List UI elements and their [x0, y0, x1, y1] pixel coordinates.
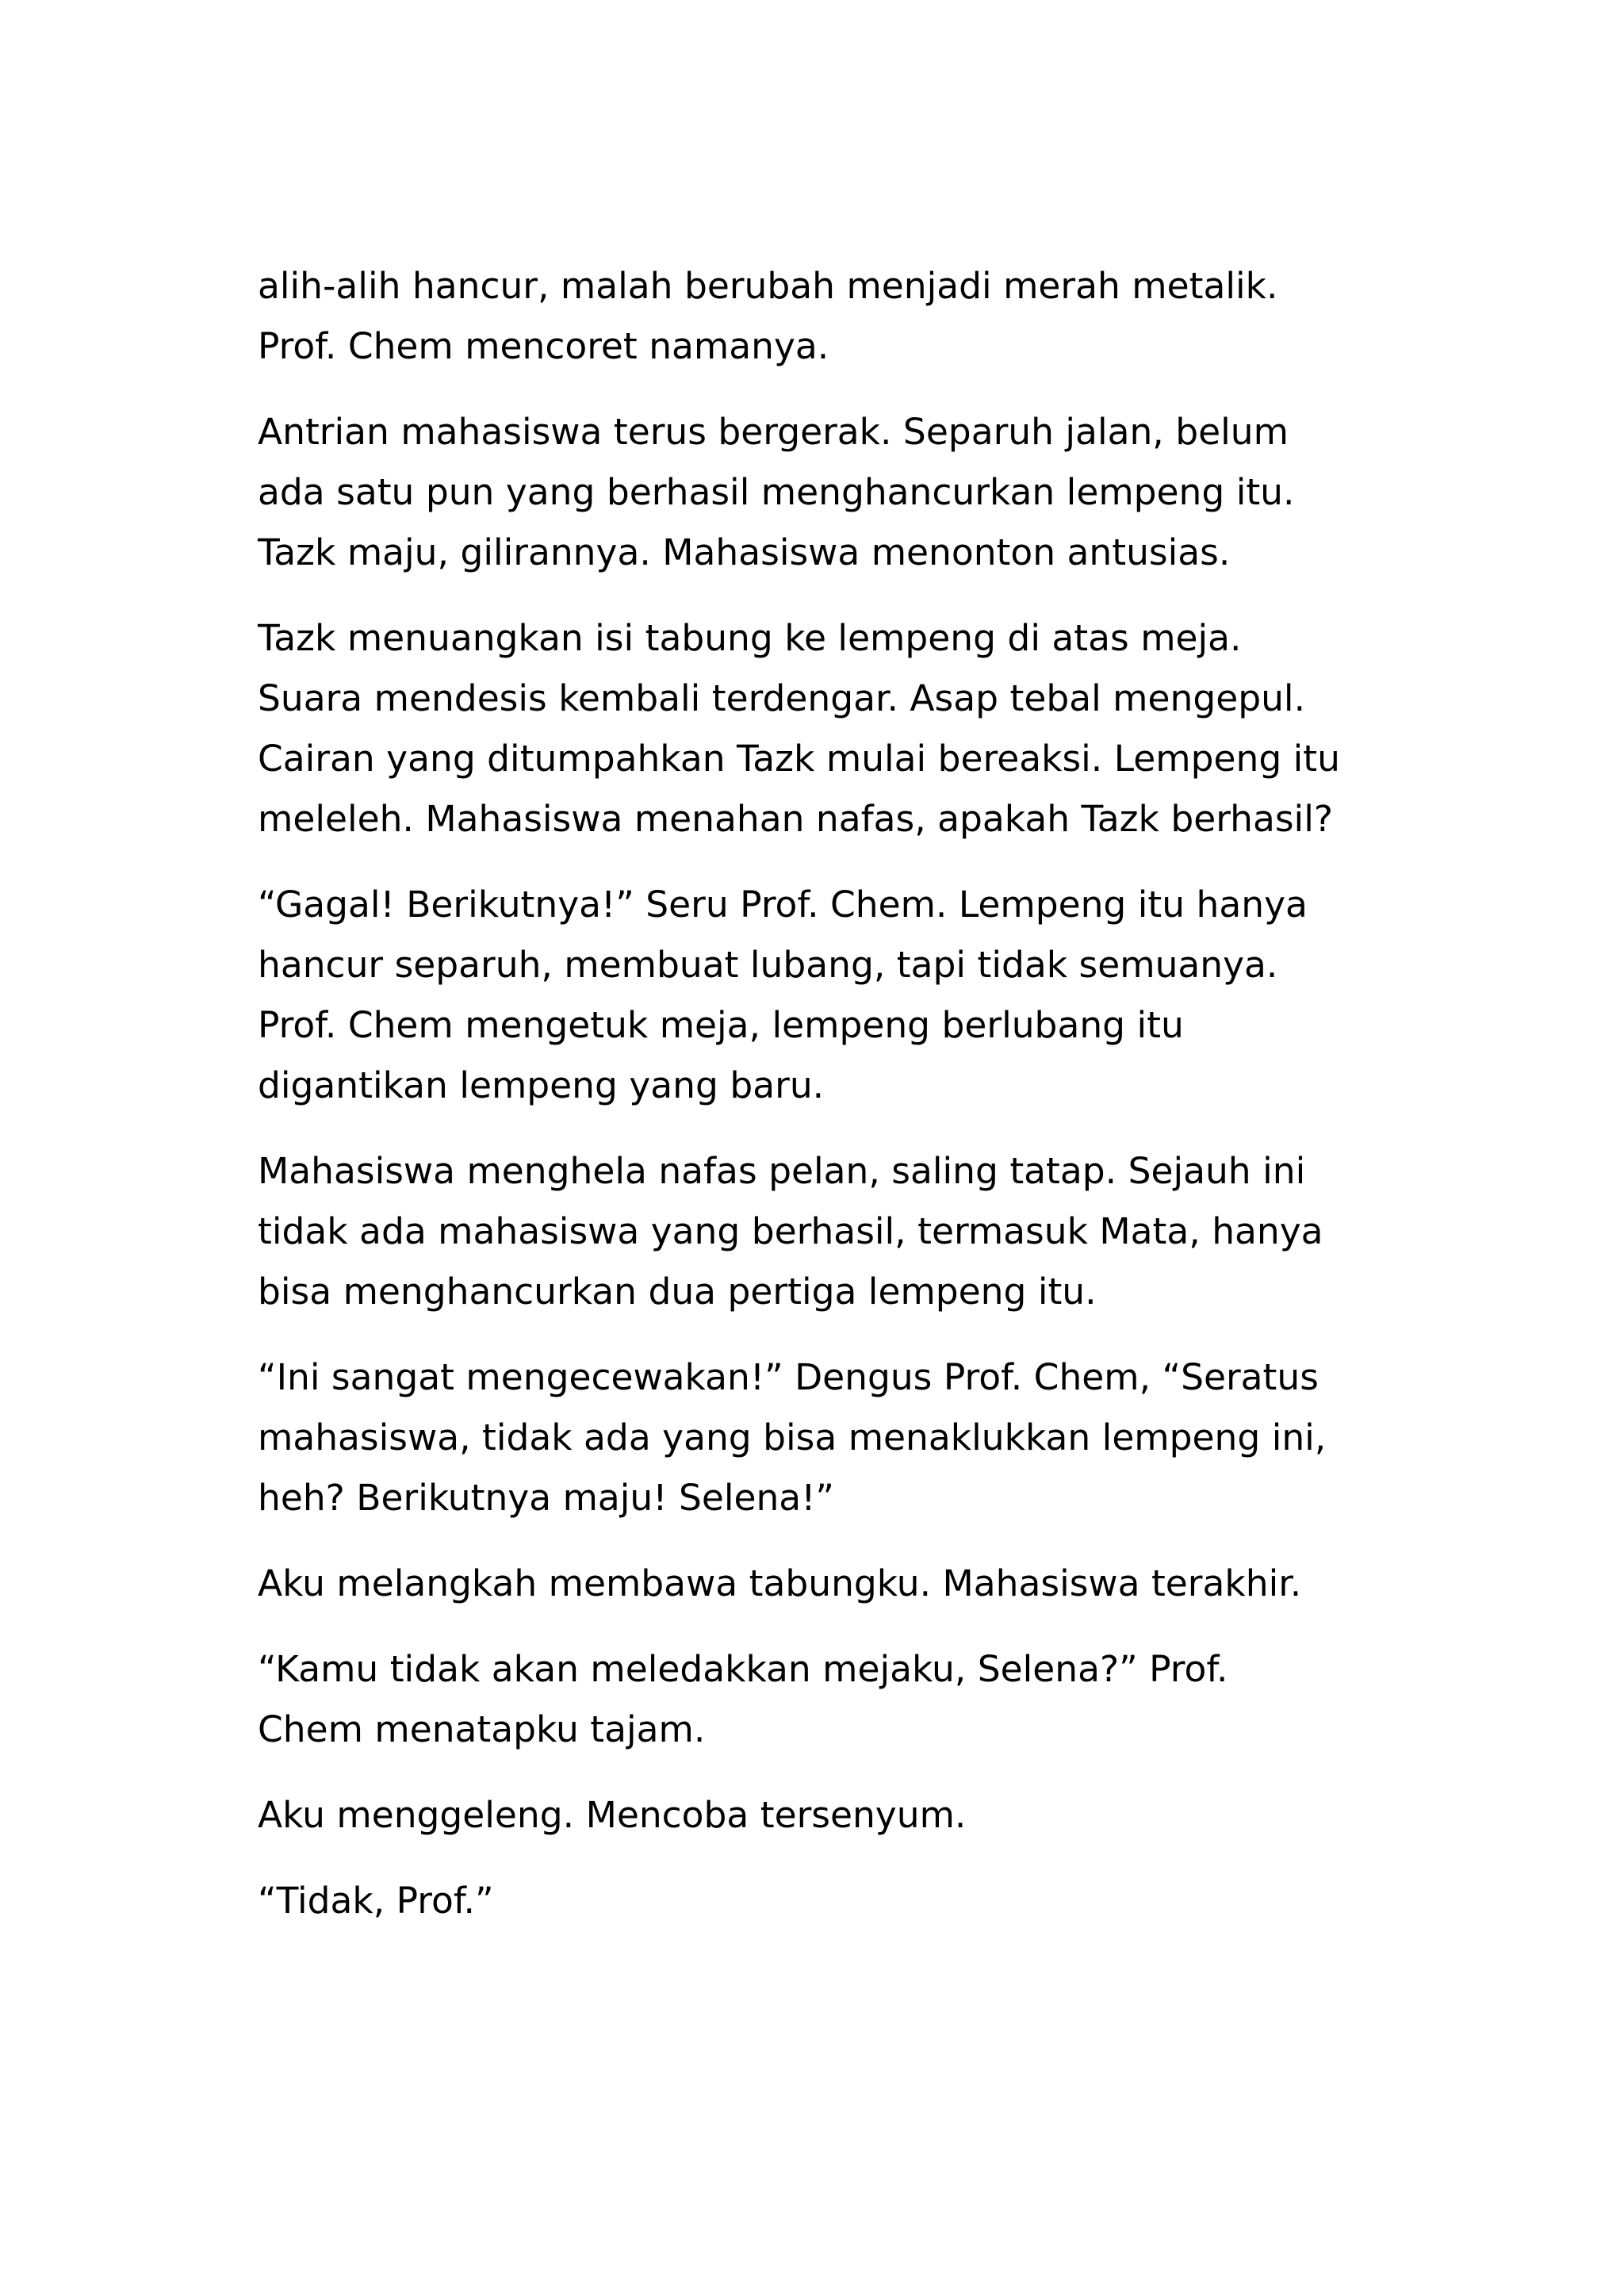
text-line: Tazk menuangkan isi tabung ke lempeng di atas meja. — [258, 617, 1242, 659]
text-line: “Tidak, Prof.” — [258, 1880, 494, 1922]
text-line: “Ini sangat mengecewakan!” Dengus Prof. Chem, “Seratus — [258, 1356, 1319, 1398]
text-line: “Kamu tidak akan meledakkan mejaku, Selena?” Prof. — [258, 1648, 1228, 1690]
paragraph — [258, 402, 1408, 583]
paragraph — [258, 256, 1408, 377]
paragraph — [258, 875, 1408, 1116]
text-line: “Gagal! Berikutnya!” Seru Prof. Chem. Lempeng itu hanya — [258, 884, 1308, 926]
text-line: Aku menggeleng. Mencoba tersenyum. — [258, 1794, 967, 1836]
paragraph — [258, 1347, 1408, 1528]
paragraph — [258, 1871, 1408, 1931]
text-line: Tazk maju, gilirannya. Mahasiswa menonton antusias. — [258, 531, 1231, 573]
text-line: Aku melangkah membawa tabungku. Mahasiswa terakhir. — [258, 1562, 1302, 1604]
text-line: digantikan lempeng yang baru. — [258, 1064, 825, 1106]
text-line: Prof. Chem mengetuk meja, lempeng berlubang itu — [258, 1004, 1184, 1046]
text-line: ada satu pun yang berhasil menghancurkan lempeng itu. — [258, 471, 1295, 513]
paragraph — [258, 1141, 1408, 1322]
paragraph — [258, 1785, 1408, 1846]
text-line: Prof. Chem mencoret namanya. — [258, 325, 829, 367]
text-line: heh? Berikutnya maju! Selena!” — [258, 1477, 835, 1519]
text-line: meleleh. Mahasiswa menahan nafas, apakah Tazk berhasil? — [258, 798, 1333, 840]
text-line: alih-alih hancur, malah berubah menjadi merah metalik. — [258, 265, 1278, 307]
text-line: Antrian mahasiswa terus bergerak. Separuh jalan, belum — [258, 411, 1289, 453]
text-line: Cairan yang ditumpahkan Tazk mulai bereaksi. Lempeng itu — [258, 738, 1340, 780]
text-line: Mahasiswa menghela nafas pelan, saling tatap. Sejauh ini — [258, 1150, 1306, 1192]
body-text — [258, 256, 1408, 1957]
text-line: tidak ada mahasiswa yang berhasil, termasuk Mata, hanya — [258, 1210, 1323, 1252]
paragraph — [258, 1639, 1408, 1760]
text-line: hancur separuh, membuat lubang, tapi tidak semuanya. — [258, 944, 1278, 986]
text-line: Chem menatapku tajam. — [258, 1708, 706, 1750]
text-line: mahasiswa, tidak ada yang bisa menaklukkan lempeng ini, — [258, 1416, 1327, 1458]
paragraph — [258, 1554, 1408, 1614]
text-line: Suara mendesis kembali terdengar. Asap tebal mengepul. — [258, 677, 1306, 719]
paragraph — [258, 608, 1408, 849]
text-line: bisa menghancurkan dua pertiga lempeng itu. — [258, 1271, 1097, 1313]
